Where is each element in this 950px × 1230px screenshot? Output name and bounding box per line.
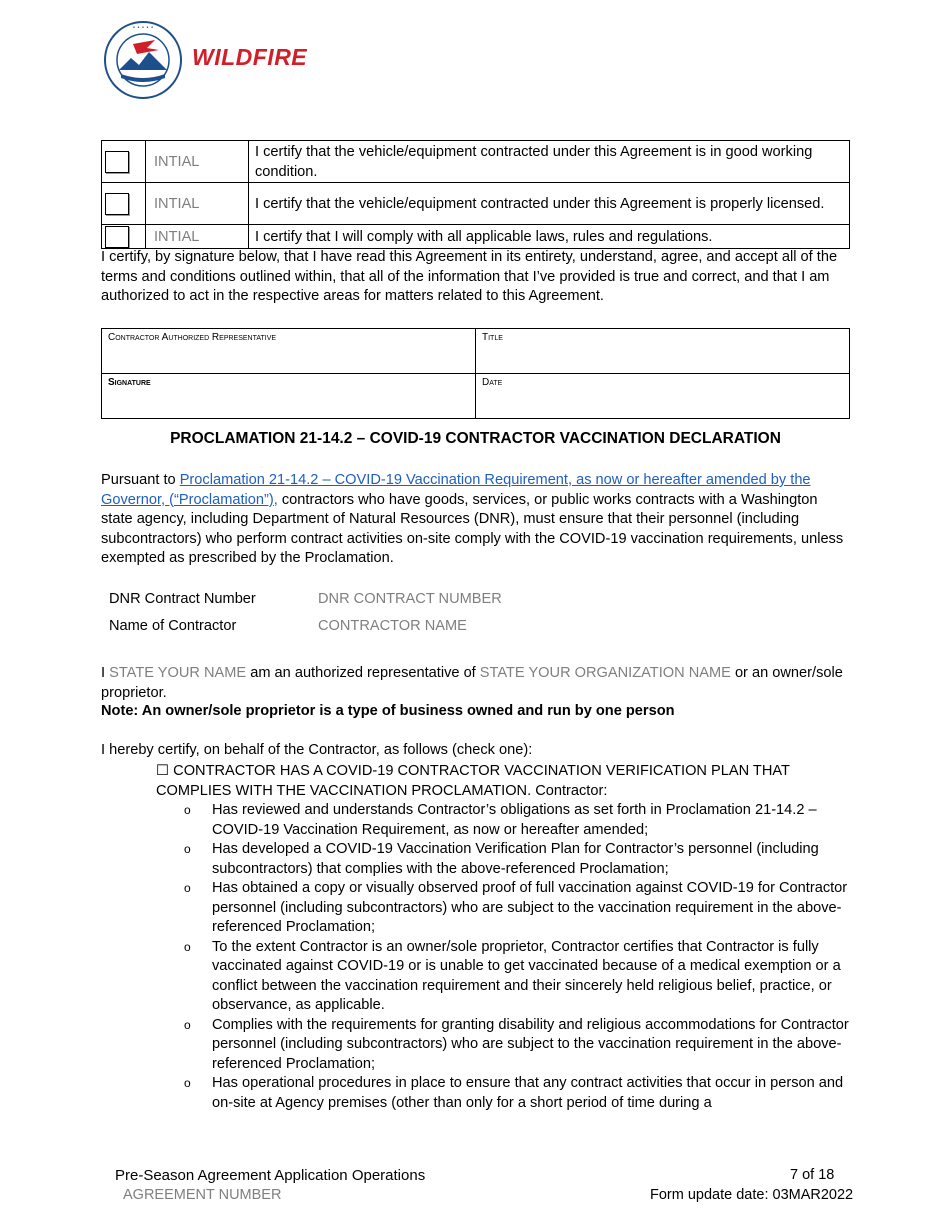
title-field[interactable]: Title	[476, 329, 850, 374]
vaccination-plan-option	[156, 762, 851, 801]
list-item-text: To the extent Contractor is an owner/sole proprietor, Contractor certifies that Contractor is fully vaccinated against COVID-19 or is unable to get vaccinated because of a medical exemption or a conflict between the vaccination requirement and their sincerely held religious belief, practice, or observance, as applicable.	[212, 938, 841, 1013]
bullet-mark: o	[184, 842, 191, 856]
hereby-certify: I hereby certify, on behalf of the Contractor, as follows (check one):	[101, 742, 533, 758]
list-item-text: Has reviewed and understands Contractor’s obligations as set forth in Proclamation 21-14.2 – COVID-19 Vaccination Requirement, as now or hereafter amended;	[212, 802, 817, 838]
brand-wordmark: WILDFIRE	[192, 44, 308, 70]
cert-row	[102, 183, 850, 225]
checkbox[interactable]	[105, 151, 129, 173]
contractor-name-input[interactable]: CONTRACTOR NAME	[318, 618, 467, 634]
rep-suffix: or an owner/sole proprietor.	[101, 665, 843, 701]
dnr-seal-logo	[103, 20, 183, 100]
plan-option-text: CONTRACTOR HAS A COVID-19 CONTRACTOR VACCINATION VERIFICATION PLAN THAT COMPLIES WITH THE VACCINATION PROCLAMATION. Contractor:	[156, 763, 790, 799]
rep-middle: am an authorized representative of	[246, 665, 480, 681]
proclamation-link[interactable]: Proclamation 21-14.2 – COVID-19 Vaccination Requirement	[179, 472, 568, 488]
agreement-number-input[interactable]: AGREEMENT NUMBER	[123, 1187, 282, 1203]
pursuant-paragraph	[101, 471, 851, 569]
cert-checkbox-cell[interactable]	[102, 183, 146, 225]
plan-checkbox[interactable]: ☐	[156, 763, 170, 779]
organization-name-input[interactable]: STATE YOUR ORGANIZATION NAME	[479, 665, 731, 681]
initial-field[interactable]: INTIAL	[146, 183, 249, 225]
bullet-mark: o	[184, 803, 191, 817]
cert-checkbox-cell[interactable]	[102, 225, 146, 249]
signature-table	[101, 328, 850, 419]
bullet-mark: o	[184, 1017, 191, 1032]
bullet-mark: o	[184, 939, 191, 954]
proclamation-title: PROCLAMATION 21-14.2 – COVID-19 CONTRACTOR VACCINATION DECLARATION	[170, 430, 781, 447]
list-item-text: Has operational procedures in place to ensure that any contract activities that occur in person and on-site at Agency premises (other than only for a short period of time during a	[212, 1075, 844, 1111]
contractor-name-label: Name of Contractor	[109, 618, 237, 634]
contractor-obligations-list	[184, 801, 852, 1113]
list-item	[184, 1074, 852, 1113]
amended-link[interactable]: , as now or hereafter amended by the Governor, (“Proclamation”),	[101, 472, 811, 508]
pursuant-prefix: Pursuant to	[101, 472, 180, 488]
checkbox[interactable]	[105, 193, 129, 215]
bullet-mark: o	[184, 1076, 191, 1090]
page-number: 7 of 18	[790, 1167, 835, 1183]
list-item-text: Has developed a COVID-19 Vaccination Verification Plan for Contractor’s personnel (including subcontractors) that complies with the above-referenced Proclamation;	[212, 841, 819, 877]
list-item	[184, 879, 852, 938]
representative-statement	[101, 664, 851, 703]
list-item	[184, 840, 852, 879]
pursuant-rest: contractors who have goods, services, or public works contracts with a Washington state agency, including Department of Natural Resources (DNR), must ensure that their personnel (including subcontractors) who perform contract activities on-site comply with the COVID-19 vaccination requirements, unless exempted as prescribed by the Proclamation.	[101, 491, 844, 566]
dnr-contract-input[interactable]: DNR CONTRACT NUMBER	[318, 591, 502, 607]
list-item-text: Has obtained a copy or visually observed proof of full vaccination against COVID-19 for Contractor personnel (including subcontractors) who are subject to the vaccination requirement in the above-referenced Proclamation;	[212, 880, 848, 935]
cert-row	[102, 141, 850, 183]
signature-field[interactable]: Signature	[102, 374, 476, 419]
dnr-contract-label: DNR Contract Number	[109, 591, 256, 607]
list-item	[184, 1016, 852, 1075]
your-name-input[interactable]: STATE YOUR NAME	[109, 665, 247, 681]
list-item-text: Complies with the requirements for granting disability and religious accommodations for Contractor personnel (including subcontractors) who are subject to the vaccination requirement in the above-referenced Proclamation;	[212, 1016, 849, 1072]
bullet-mark: o	[184, 881, 191, 895]
cert-statement: I certify that I will comply with all applicable laws, rules and regulations.	[249, 225, 850, 249]
list-item	[184, 938, 852, 1016]
initial-field[interactable]: INTIAL	[146, 225, 249, 249]
form-update-date: Form update date: 03MAR2022	[650, 1187, 854, 1203]
cert-statement: I certify that the vehicle/equipment contracted under this Agreement is in good working condition.	[249, 141, 850, 183]
cert-checkbox-cell[interactable]	[102, 141, 146, 183]
date-field[interactable]: Date	[476, 374, 850, 419]
rep-field[interactable]: Contractor Authorized Representative	[102, 329, 476, 374]
certification-table	[101, 140, 850, 249]
footer-title: Pre-Season Agreement Application Operations	[115, 1167, 426, 1184]
cert-statement: I certify that the vehicle/equipment contracted under this Agreement is properly licensed.	[249, 183, 850, 225]
owner-note: Note: An owner/sole proprietor is a type of business owned and run by one person	[101, 703, 675, 719]
certify-paragraph: I certify, by signature below, that I have read this Agreement in its entirety, understand, agree, and accept all of the terms and conditions outlined within, that all of the information that I’ve provided is true and correct, and that I am authorized to act in the respective areas for matters related to this Agreement.	[101, 249, 838, 304]
cert-row	[102, 225, 850, 249]
rep-prefix: I	[101, 665, 110, 681]
list-item	[184, 801, 852, 840]
initial-field[interactable]: INTIAL	[146, 141, 249, 183]
checkbox[interactable]	[105, 226, 129, 248]
svg-text:• • • • •: • • • • •	[132, 25, 154, 31]
